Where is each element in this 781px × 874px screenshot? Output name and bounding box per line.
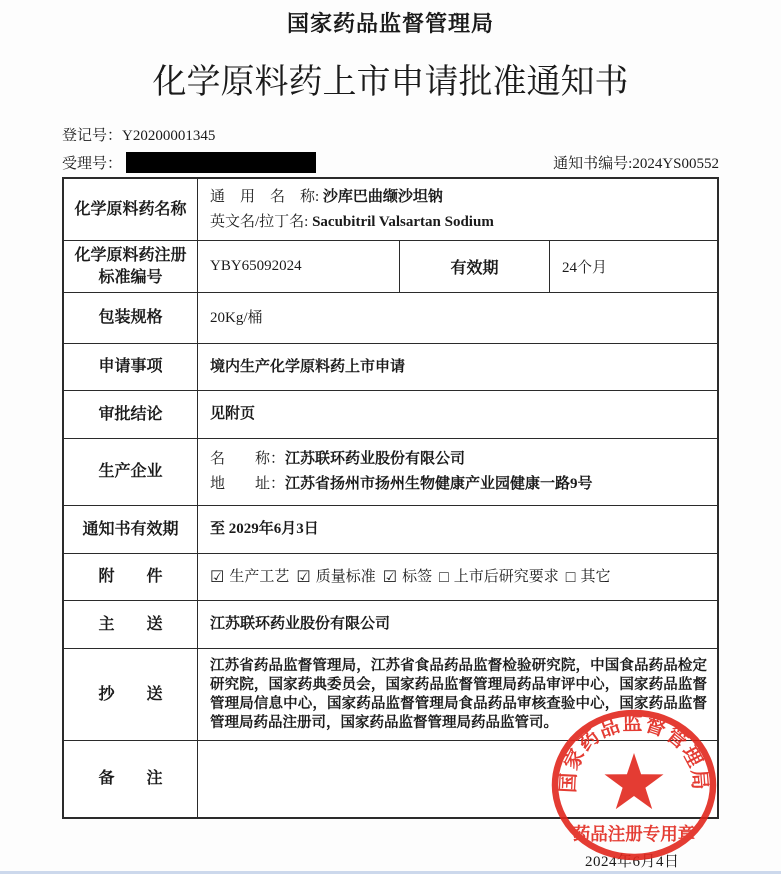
manufacturer-label: 生产企业 — [64, 439, 198, 505]
standard-number-label-line1: 化学原料药注册 — [74, 246, 187, 264]
checkbox-unchecked-icon: □ — [439, 568, 449, 586]
acceptance-number-block — [62, 152, 316, 173]
drug-name-content — [198, 179, 717, 240]
manufacturer-name-label: 名 称： — [210, 451, 286, 467]
packing-value: 20Kg/桶 — [210, 309, 263, 326]
manufacturer-content — [198, 439, 717, 505]
conclusion-value: 见附页 — [210, 406, 256, 422]
application-value: 境内生产化学原料药上市申请 — [210, 358, 406, 375]
generic-name-value: 沙库巴曲缬沙坦钠 — [322, 188, 443, 205]
english-name-line — [210, 210, 709, 235]
packing-label: 包装规格 — [64, 293, 198, 343]
redaction-bar — [126, 152, 316, 173]
generic-name-label: 通 用 名 称: — [210, 188, 320, 205]
drug-name-label: 化学原料药名称 — [64, 179, 198, 240]
notice-number-block — [553, 152, 719, 173]
english-name-label: 英文名/拉丁名: — [210, 213, 309, 230]
checkbox-checked-icon: ☑ — [382, 568, 398, 586]
standard-number-value-cell — [198, 241, 400, 292]
manufacturer-name-line — [210, 447, 709, 472]
checkbox-unchecked-icon: □ — [565, 568, 576, 586]
acceptance-number-line — [62, 150, 719, 174]
checkbox-checked-icon: ☑ — [296, 568, 311, 586]
signature-date: 2024年6月4日 — [585, 854, 680, 870]
generic-name-line — [210, 185, 709, 210]
attachments-label: 附 件 — [64, 554, 198, 600]
checkbox-label: 其它 — [580, 568, 611, 585]
cc-value: 江苏省药品监督管理局，江苏省食品药品监督检验研究院，中国食品药品检定研究院，国家药典委员会，国家药品监督管理局药品审评中心，国家药品监督管理局信息中心，国家药品监督管理局食品药品审核查验中心，国家药品监督管理局药品注册司，国家药品监督管理局药品监管司。 — [210, 657, 707, 731]
checkbox-label: 生产工艺 — [229, 568, 290, 585]
notice-number-value: 2024YS00552 — [632, 155, 719, 172]
cc-label: 抄 送 — [64, 649, 198, 740]
notice-validity-value: 至 2029年6月3日 — [210, 521, 319, 537]
official-seal — [548, 708, 720, 866]
row-drug-name — [64, 179, 717, 240]
seal-ring-text: 国家药品监督管理局 — [557, 712, 711, 794]
issuing-authority: 国家药品监督管理局 — [286, 11, 494, 36]
manufacturer-addr-label: 地 址： — [210, 476, 286, 492]
remarks-label: 备 注 — [64, 741, 198, 817]
notice-validity-value-cell — [198, 506, 717, 553]
row-packing — [64, 292, 717, 343]
row-manufacturer — [64, 438, 717, 505]
attachment-checklist — [210, 565, 709, 590]
acceptance-number-label: 受理号： — [62, 155, 123, 172]
conclusion-label: 审批结论 — [64, 391, 198, 438]
row-attachments — [64, 553, 717, 600]
document-title: 化学原料药上市申请批准通知书 — [152, 64, 629, 101]
seal-graphic — [548, 708, 720, 866]
checkbox-checked-icon: ☑ — [210, 568, 225, 586]
notice-validity-label: 通知书有效期 — [64, 506, 198, 553]
validity-value: 24个月 — [562, 260, 608, 276]
registration-number-line — [62, 124, 719, 148]
checkbox-item — [566, 565, 611, 590]
document-meta — [62, 124, 719, 174]
manufacturer-name-value: 江苏联环药业股份有限公司 — [285, 451, 466, 467]
row-notice-validity — [64, 505, 717, 553]
packing-value-cell — [198, 293, 717, 343]
main-recipient-label: 主 送 — [64, 601, 198, 648]
application-value-cell — [198, 344, 717, 390]
checkbox-label: 标签 — [402, 568, 433, 585]
main-recipient-value-cell — [198, 601, 717, 648]
standard-number-value: YBY65092024 — [210, 258, 302, 274]
application-label: 申请事项 — [64, 344, 198, 390]
row-standard-number — [64, 240, 717, 292]
checkbox-label: 质量标准 — [315, 568, 376, 585]
checkbox-item — [383, 565, 432, 590]
validity-value-cell — [550, 241, 717, 292]
checkbox-item — [439, 565, 559, 590]
attachments-content — [198, 554, 717, 600]
conclusion-value-cell — [198, 391, 717, 438]
seal-caption: 药品注册专用章 — [572, 824, 696, 844]
seal-star-icon — [605, 753, 664, 809]
checkbox-item — [210, 565, 289, 590]
row-main-recipient — [64, 600, 717, 648]
manufacturer-addr-value: 江苏省扬州市扬州生物健康产业园健康一路9号 — [285, 476, 593, 492]
checkbox-label: 上市后研究要求 — [453, 568, 559, 585]
standard-number-label — [64, 241, 198, 292]
main-recipient-value: 江苏联环药业股份有限公司 — [210, 616, 391, 632]
standard-number-label-line2: 标准编号 — [98, 268, 163, 286]
row-application — [64, 343, 717, 390]
notice-number-label: 通知书编号: — [553, 155, 633, 172]
registration-number-value: Y20200001345 — [122, 128, 216, 144]
validity-label-cell — [400, 241, 550, 292]
row-conclusion — [64, 390, 717, 438]
english-name-value: Sacubitril Valsartan Sodium — [312, 213, 494, 230]
checkbox-item — [296, 565, 375, 590]
manufacturer-addr-line — [210, 472, 709, 497]
validity-label: 有效期 — [450, 260, 499, 277]
registration-number-label: 登记号： — [62, 128, 123, 144]
